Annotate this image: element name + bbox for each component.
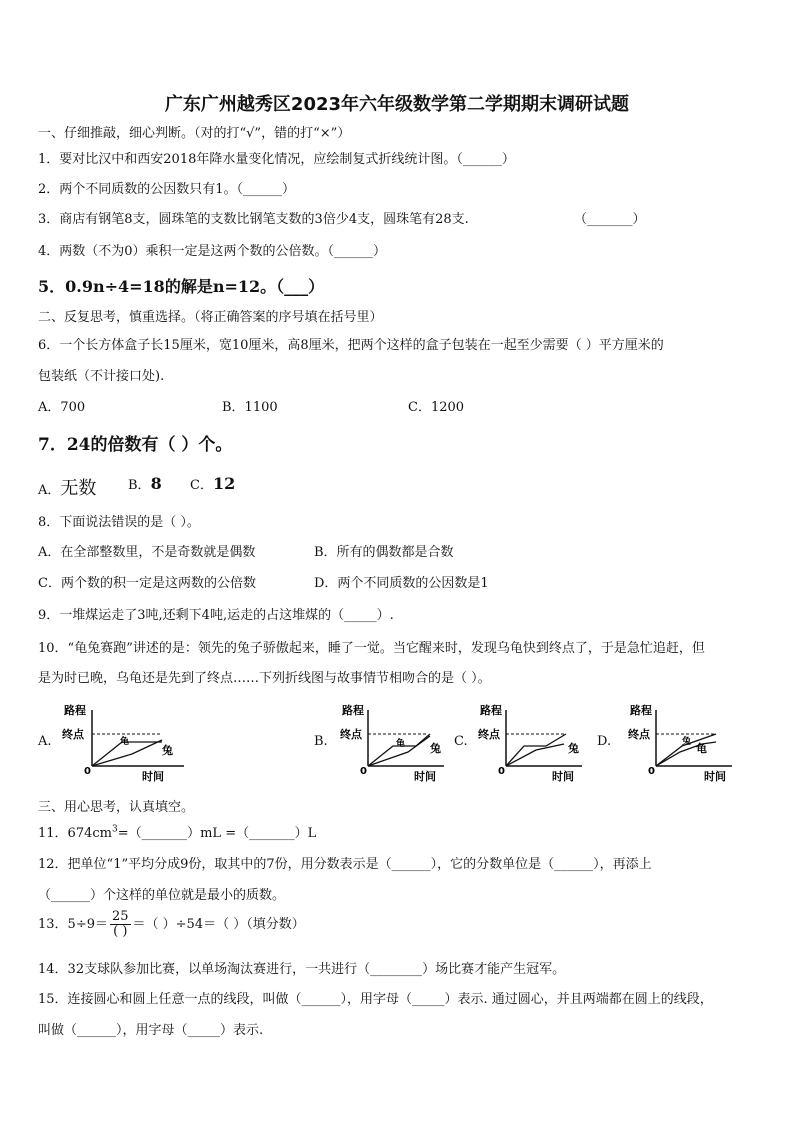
question-4: 4．两数（不为0）乘积一定是这两个数的公倍数。（______） — [38, 244, 387, 259]
question-5: 5．0.9n÷4=18的解是n=12。（___） — [38, 277, 325, 296]
question-15-line-2: 叫做（______），用字母（_____）表示. — [38, 1023, 264, 1038]
question-11-superscript: 3 — [111, 824, 118, 835]
turtle-label: 龟 — [696, 742, 707, 755]
question-14: 14．32支球队参加比赛，以单场淘汰赛进行，一共进行（________）场比赛才能产生冠军。 — [38, 962, 566, 977]
question-6-option-c: C．1200 — [408, 400, 465, 415]
option-b-text: 8 — [150, 474, 162, 493]
question-11-prefix: 11．674cm — [38, 826, 112, 841]
question-6-line-1: 6．一个长方体盒子长15厘米，宽10厘米，高8厘米，把两个这样的盒子包装在一起至少需要（ ）平方厘米的 — [38, 338, 664, 353]
section-1-heading: 一、仔细推敲，细心判断。（对的打“√”，错的打“×”） — [38, 126, 351, 141]
question-12-line-1: 12．把单位“1”平均分成9份，取其中的7份，用分数表示是（______），它的分数单位是（______），再添上 — [38, 857, 652, 872]
fraction-numerator: 25 — [111, 909, 129, 924]
rabbit-label: 兔 — [568, 742, 579, 755]
option-a-label: A. — [38, 734, 52, 749]
option-c-label: C. — [454, 734, 468, 749]
y-axis-label: 路程 — [342, 704, 364, 717]
question-2: 2．两个不同质数的公因数只有1。（______） — [38, 182, 296, 197]
origin-label: 0 — [498, 766, 505, 777]
option-a-text: 无数 — [60, 478, 97, 499]
question-1: 1．要对比汉中和西安2018年降水量变化情况，应绘制复式折线统计图。（______） — [38, 152, 515, 167]
section-3-heading: 三、用心思考，认真填空。 — [38, 800, 195, 815]
graph-option-b — [338, 702, 448, 788]
end-label: 终点 — [478, 728, 500, 741]
section-2-heading: 二、反复思考，慎重选择。（将正确答案的序号填在括号里） — [38, 310, 383, 325]
turtle-label: 龟 — [396, 739, 406, 749]
option-b-label: B. — [314, 734, 328, 749]
question-11 — [38, 822, 316, 841]
question-8-option-d: D．两个不同质数的公因数是1 — [314, 576, 489, 591]
end-label: 终点 — [340, 728, 362, 741]
y-axis-label: 路程 — [64, 704, 86, 717]
origin-label: 0 — [84, 766, 91, 777]
question-8-option-a: A．在全部整数里，不是奇数就是偶数 — [38, 545, 256, 560]
question-13-suffix: ＝（ ）÷54＝（ ）（填分数） — [132, 917, 305, 932]
question-6-option-b: B．1100 — [222, 400, 278, 415]
fraction — [110, 910, 131, 939]
question-9: 9．一堆煤运走了3吨,还剩下4吨,运走的占这堆煤的（_____）. — [38, 608, 394, 623]
question-7-option-c — [190, 474, 235, 493]
question-7-option-a — [38, 474, 96, 500]
question-10-line-2: 是为时已晚，乌龟还是先到了终点……下列折线图与故事情节相吻合的是（ ）。 — [38, 671, 491, 686]
question-3: 3．商店有钢笔8支，圆珠笔的支数比钢笔支数的3倍少4支，圆珠笔有28支. — [38, 212, 469, 227]
origin-label: 0 — [648, 766, 655, 777]
option-a-label: A． — [38, 483, 61, 498]
question-11-suffix: =（_______）mL =（_______）L — [117, 826, 317, 841]
question-8-option-c: C．两个数的积一定是这两数的公倍数 — [38, 576, 256, 591]
rabbit-label: 兔 — [162, 744, 173, 757]
x-axis-label: 时间 — [142, 770, 164, 783]
question-13 — [38, 910, 305, 939]
y-axis-label: 路程 — [480, 704, 502, 717]
y-axis-label: 路程 — [630, 704, 652, 717]
graph-option-d — [620, 702, 735, 788]
x-axis-label: 时间 — [552, 770, 574, 783]
fraction-denominator: ( ) — [113, 924, 128, 939]
origin-label: 0 — [360, 766, 367, 777]
end-label: 终点 — [628, 728, 650, 741]
question-10-line-1: 10．“龟兔赛跑”讲述的是：领先的兔子骄傲起来，睡了一觉。当它醒来时，发现乌龟快到终点了，于是急忙追赶，但 — [38, 641, 705, 656]
option-c-text: 12 — [212, 474, 236, 493]
question-8: 8．下面说法错误的是（ ）。 — [38, 515, 200, 530]
question-7: 7．24的倍数有（ ）个。 — [38, 435, 233, 455]
question-7-option-b — [128, 474, 162, 493]
graph-option-c — [476, 702, 586, 788]
option-d-label: D. — [597, 734, 612, 749]
question-6-option-a: A．700 — [38, 400, 86, 415]
rabbit-label: 兔 — [682, 737, 692, 747]
question-15-line-1: 15．连接圆心和圆上任意一点的线段，叫做（______），用字母（_____）表示. 通过圆心，并且两端都在圆上的线段， — [38, 992, 713, 1007]
x-axis-label: 时间 — [414, 770, 436, 783]
turtle-label: 龟 — [120, 737, 130, 747]
question-13-prefix: 13．5÷9＝ — [38, 917, 108, 932]
question-6-line-2: 包装纸（不计接口处). — [38, 369, 165, 384]
end-label: 终点 — [62, 728, 84, 741]
rabbit-label: 兔 — [430, 742, 441, 755]
question-12-line-2: （______）个这样的单位就是最小的质数。 — [38, 888, 286, 903]
graph-option-a — [62, 702, 192, 788]
option-c-label: C． — [190, 478, 213, 493]
x-axis-label: 时间 — [704, 770, 726, 783]
question-3-blank: （_______） — [574, 212, 646, 227]
option-b-label: B． — [128, 478, 151, 493]
question-8-option-b: B．所有的偶数都是合数 — [314, 545, 454, 560]
page-title: 广东广州越秀区2023年六年级数学第二学期期末调研试题 — [164, 94, 630, 115]
